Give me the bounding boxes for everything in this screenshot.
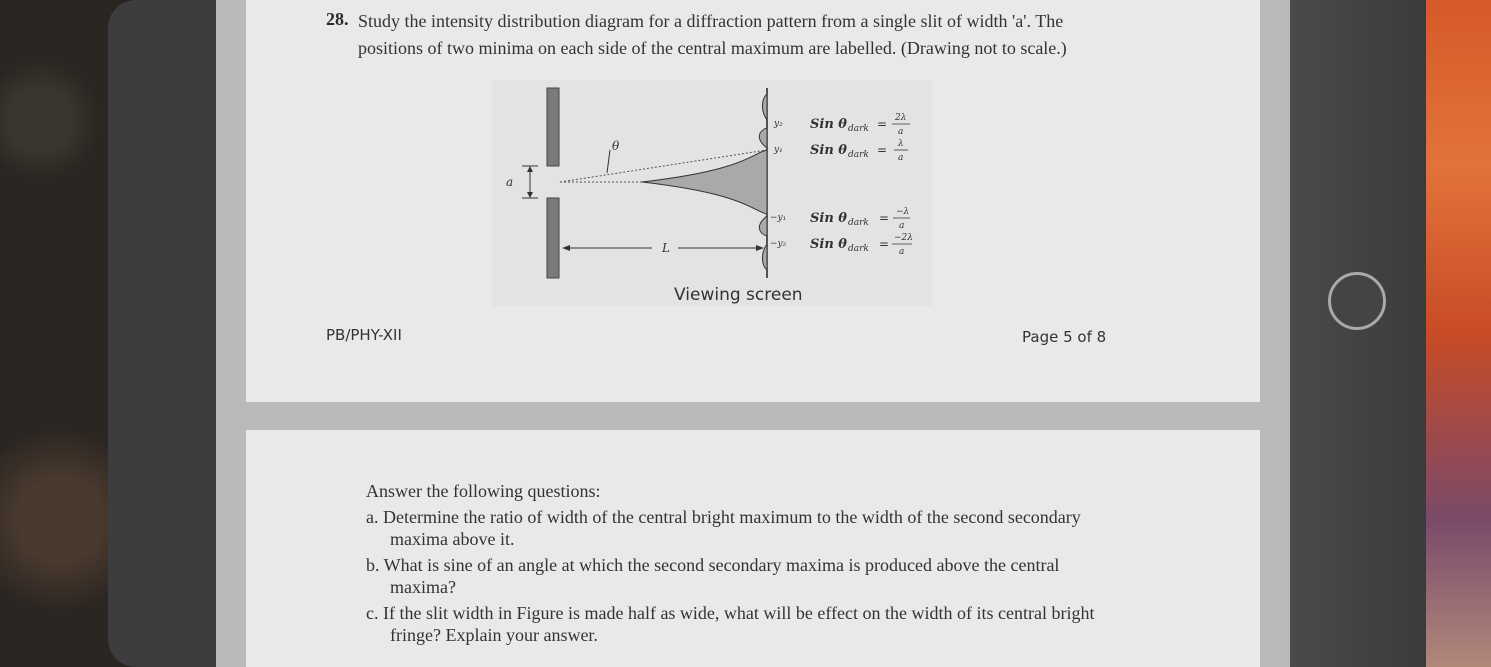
question-line-1: Study the intensity distribution diagram for a diffraction pattern from a single slit of width 'a'. The	[358, 11, 1064, 31]
minimum-sub-neg-y1: dark	[848, 218, 869, 228]
svg-text:=: =	[877, 117, 888, 131]
minimum-sub-neg-y2: dark	[848, 244, 869, 254]
question-c	[366, 602, 1226, 646]
slit-barrier-bottom	[547, 198, 559, 278]
question-a	[366, 506, 1226, 550]
minimum-num-y2: 2λ	[895, 113, 907, 123]
minimum-label-y1: y₁	[774, 145, 783, 155]
minimum-expr-y2: Sin θ	[810, 117, 847, 132]
minimum-label-neg-y1: −y₁	[770, 213, 787, 223]
minimum-den-y1: a	[898, 153, 904, 163]
page-number: Page 5 of 8	[1022, 328, 1107, 346]
question-b-line-1: b. What is sine of an angle at which the second secondary maxima is produced above the central	[366, 555, 1060, 575]
distance-label: L	[662, 241, 670, 255]
minimum-expr-neg-y2: Sin θ	[810, 237, 847, 252]
minimum-label-neg-y2: −y₂	[770, 239, 787, 249]
question-line-2: positions of two minima on each side of the central maximum are labelled. (Drawing not to scale.)	[358, 38, 1067, 58]
diffraction-diagram	[492, 80, 932, 306]
minimum-sub-y2: dark	[848, 124, 869, 134]
minimum-den-neg-y1: a	[899, 221, 905, 231]
slit-label: a	[506, 175, 514, 189]
question-text	[358, 8, 1218, 62]
page-6	[246, 430, 1260, 667]
angle-label: θ	[612, 139, 620, 153]
svg-text:=: =	[879, 237, 890, 251]
question-b-line-2: maxima?	[390, 577, 456, 597]
minimum-label-y2: y₂	[774, 119, 783, 129]
page-5	[246, 0, 1260, 402]
home-button[interactable]	[1328, 272, 1386, 330]
minimum-num-neg-y1: −λ	[896, 207, 910, 217]
question-number: 28.	[326, 9, 349, 29]
question-b	[366, 554, 1226, 598]
question-a-line-1: a. Determine the ratio of width of the central bright maximum to the width of the second secondary	[366, 507, 1081, 527]
tablet-bezel-right	[1290, 0, 1426, 667]
slit-barrier-top	[547, 88, 559, 166]
question-a-line-2: maxima above it.	[390, 529, 515, 549]
svg-text:=: =	[877, 143, 888, 157]
background-left	[0, 0, 120, 667]
questions-list	[366, 480, 1226, 650]
minimum-den-neg-y2: a	[899, 247, 905, 257]
questions-intro: Answer the following questions:	[366, 481, 601, 501]
minimum-sub-y1: dark	[848, 150, 869, 160]
minimum-expr-y1: Sin θ	[810, 143, 847, 158]
figure-caption: Viewing screen	[674, 285, 803, 305]
minimum-num-y1: λ	[898, 139, 904, 149]
question-c-line-2: fringe? Explain your answer.	[390, 625, 598, 645]
minimum-num-neg-y2: −2λ	[894, 233, 913, 243]
svg-text:=: =	[879, 211, 890, 225]
question-c-line-1: c. If the slit width in Figure is made half as wide, what will be effect on the width of its central bright	[366, 603, 1095, 623]
tablet-screen	[216, 0, 1290, 667]
minimum-den-y2: a	[898, 127, 904, 137]
footer-code: PB/PHY-XII	[326, 326, 402, 344]
minimum-expr-neg-y1: Sin θ	[810, 211, 847, 226]
